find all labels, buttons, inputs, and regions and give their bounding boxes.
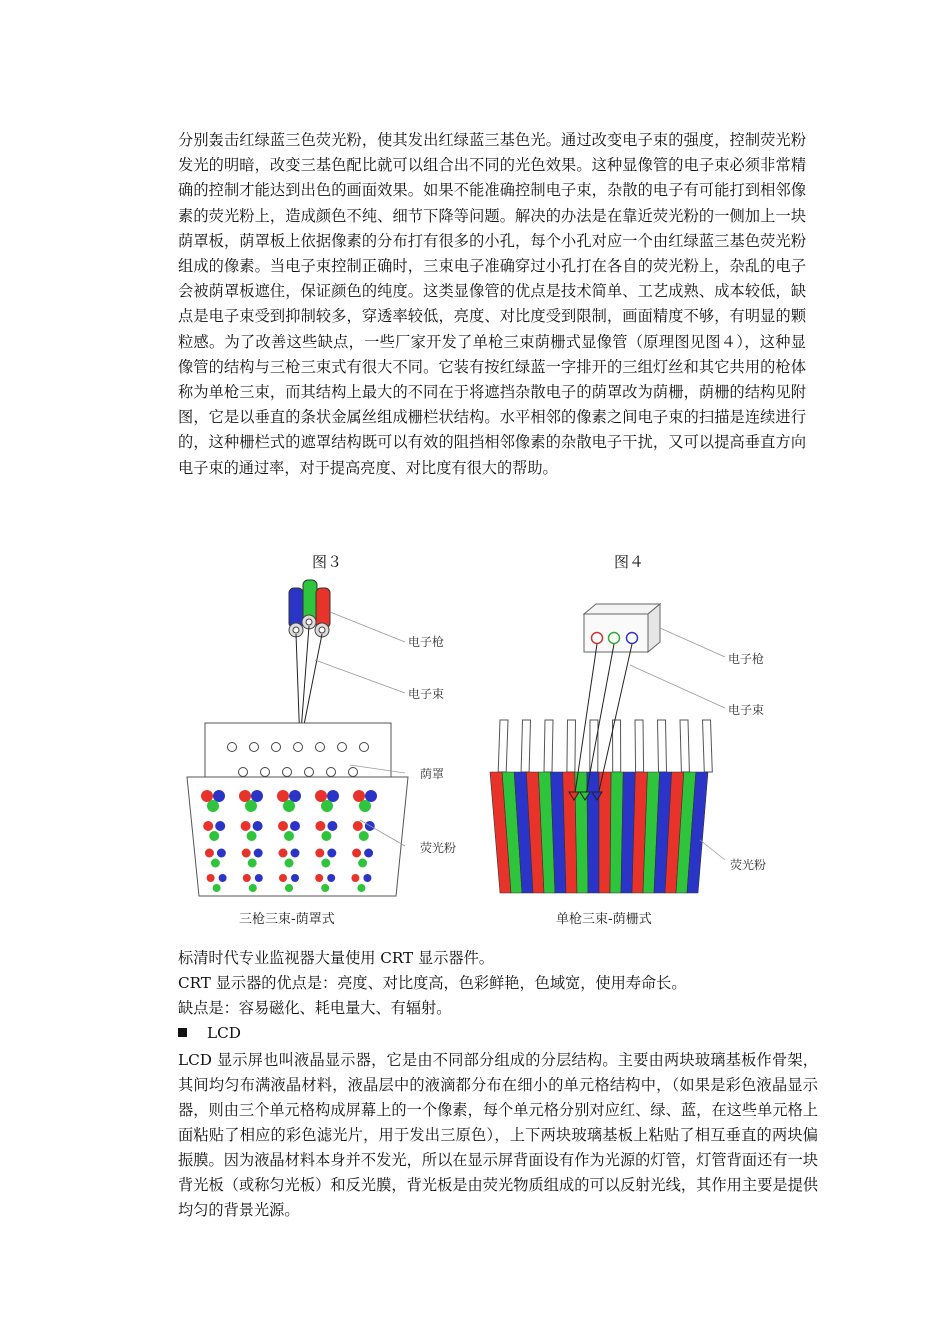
fig3-phosphor-label: 荧光粉 [420,841,457,855]
fig3-electron-guns [289,580,330,637]
crt-summary [178,946,818,1046]
crt-advantages-line: CRT 显示器的优点是：亮度、对比度高，色彩鲜艳，色域宽，使用寿命长。 [178,974,687,992]
fig3-caption: 三枪三束-荫罩式 [239,912,335,927]
crt-usage-line: 标清时代专业监视器大量使用 CRT 显示器件。 [178,949,494,967]
fig4-phosphor-label: 荧光粉 [730,858,767,872]
figure-4-label: 图４ [614,553,645,571]
figure-4-diagram [490,604,725,893]
body-paragraph-crt: 分别轰击红绿蓝三色荧光粉，使其发出红绿蓝三基色光。通过改变电子束的强度，控制荧光粉发光的明暗，改变三基色配比就可以组合出不同的光色效果。这种显像管的电子束必须非常精确的控制才能达到出色的画面效果。如果不能准确控制电子束，杂散的电子有可能打到相邻像素的荧光粉上，造成颜色不纯、细节下降等问题。解决的办法是在靠近荧光粉的一侧加上一块荫罩板，荫罩板上依据像素的分布打有很多的小孔，每个小孔对应一个由红绿蓝三基色荧光粉组成的像素。当电子束控制正确时，三束电子准确穿过小孔打在各自的荧光粉上，杂乱的电子会被荫罩板遮住，保证颜色的纯度。这类显像管的优点是技术简单、工艺成熟、成本较低，缺点是电子束受到抑制较多，穿透率较低，亮度、对比度受到限制，画面精度不够，有明显的颗粒感。为了改善这些缺点，一些厂家开发了单枪三束荫栅式显像管（原理图见图４），这种显像管的结构与三枪三束式有很大不同。它装有按红绿蓝一字排开的三组灯丝和其它共用的枪体称为单枪三束，而其结构上最大的不同在于将遮挡杂散电子的荫罩改为荫栅，荫栅的结构见附图，它是以垂直的条状金属丝组成栅栏状结构。水平相邻的像素之间电子束的扫描是连续进行的，这种栅栏式的遮罩结构既可以有效的阻挡相邻像素的杂散电子干扰，又可以提高垂直方向电子束的通过率，对于提高亮度、对比度有很大的帮助。 [178,131,806,477]
lcd-heading [178,1021,818,1046]
fig4-caption: 单枪三束-荫栅式 [556,912,652,927]
fig3-beam-label: 电子束 [408,687,445,701]
bullet-square-icon [178,1028,187,1037]
figure-3-label: 图３ [312,553,343,571]
fig4-beam-label: 电子束 [728,703,765,717]
fig3-phosphor-screen [187,777,408,896]
crt-disadvantages-line: 缺点是：容易磁化、耗电量大、有辐射。 [178,999,452,1017]
fig3-gun-label: 电子枪 [408,635,445,649]
body-paragraph-lcd: LCD 显示屏也叫液晶显示器，它是由不同部分组成的分层结构。主要由两块玻璃基板作骨架，其间均匀布满液晶材料，液晶层中的液滴都分布在细小的单元格结构中，（如果是彩色液晶显示器，则由三个单元格构成屏幕上的一个像素，每个单元格分别对应红、绿、蓝，在这些单元格上面粘贴了相应的彩色滤光片，用于发出三原色），上下两块玻璃基板上粘贴了相互垂直的两块偏振膜。因为液晶材料本身并不发光，所以在显示屏背面设有作为光源的灯管，灯管背面还有一块背光板（或称匀光板）和反光膜，背光板是由荧光物质组成的可以反射光线，其作用主要是提供均匀的背景光源。 [178,1051,818,1219]
lcd-heading-text: LCD [207,1024,241,1042]
fig4-electron-gun [584,604,660,652]
fig3-mask-label: 荫罩 [420,767,445,781]
fig4-gun-label: 电子枪 [728,652,765,666]
figure-3-diagram [187,580,408,896]
